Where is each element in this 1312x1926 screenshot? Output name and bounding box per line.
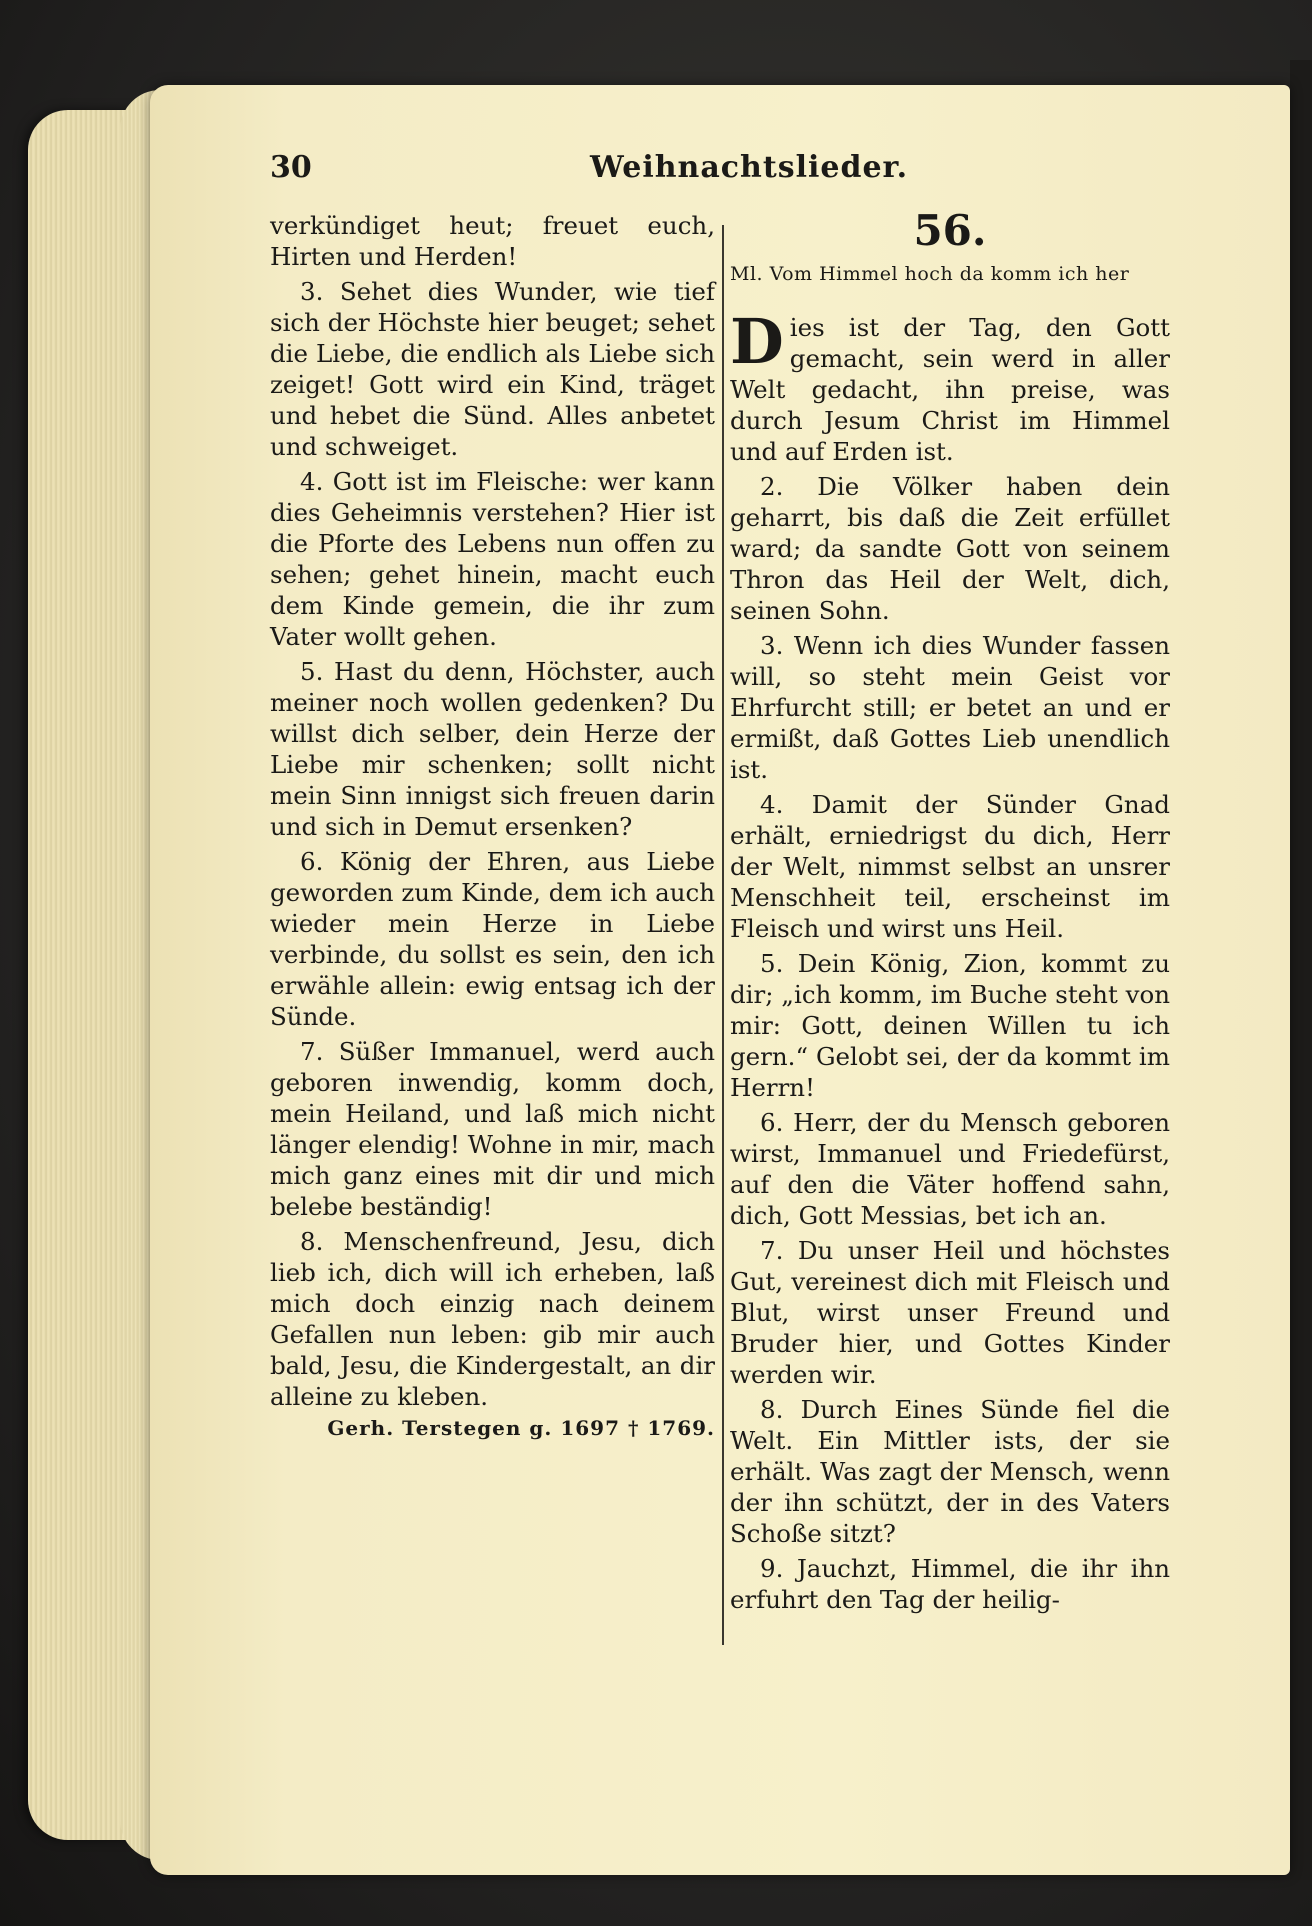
stanza-2: 2. Die Völker haben dein geharrt, bis daß die Zeit erfüllet ward; da sandte Gott von seinem Thron das Heil der Welt, dich, seinen Sohn.: [730, 471, 1170, 625]
stanza-3: 3. Wenn ich dies Wunder fassen will, so steht mein Geist vor Ehrfurcht still; er betet an und er ermißt, daß Gottes Lieb unendlich ist.: [730, 630, 1170, 784]
drop-cap: D: [730, 304, 784, 378]
page-header: [270, 150, 909, 200]
stanza-7: 7. Süßer Immanuel, werd auch geboren inwendig, komm doch, mein Heiland, und laß mich nicht länger elendig! Wohne in mir, mach mich ganz eines mit dir und mich belebe beständig!: [270, 1037, 715, 1221]
stanza-4: 4. Gott ist im Fleische: wer kann dies Geheimnis verstehen? Hier ist die Pforte des Lebens nun offen zu sehen; gehet hinein, macht euch dem Kinde gemein, die ihr zum Vater wollt gehen.: [270, 467, 715, 651]
stanza-4: 4. Damit der Sünder Gnad erhält, erniedrigst du dich, Herr der Welt, nimmst selbst an unsrer Menschheit teil, erscheinst im Fleisch und wirst uns Heil.: [730, 789, 1170, 943]
author-attribution: Gerh. Terstegen g. 1697 † 1769.: [327, 1416, 715, 1440]
stanza-6: 6. König der Ehren, aus Liebe geworden zum Kinde, dem ich auch wieder mein Herze in Liebe verbinde, du sollst es sein, den ich erwähle allein: ewig entsag ich der Sünde.: [270, 847, 715, 1031]
stanza-continuation: verkündiget heut; freuet euch, Hirten und Herden!: [270, 211, 715, 271]
stanza-1: [730, 304, 1170, 467]
stanza-9: 9. Jauchzt, Himmel, die ihr ihn erfuhrt den Tag der heilig-: [730, 1553, 1170, 1614]
stanza-3: 3. Sehet dies Wunder, wie tief sich der Höchste hier beuget; sehet die Liebe, die endlich als Liebe sich zeiget! Gott wird ein Kind, träget und hebet die Sünd. Alles anbetet und schweiget.: [270, 277, 715, 461]
hymn-number: 56.: [913, 206, 987, 255]
left-column: [270, 210, 715, 1440]
running-title: Weihnachtslieder.: [590, 150, 909, 185]
stanza-8: 8. Durch Eines Sünde fiel die Welt. Ein Mittler ists, der sie erhält. Was zagt der Mensch, wenn der ihn schützt, der in des Vaters Schoße sitzt?: [730, 1394, 1170, 1548]
stanza-1-text: ies ist der Tag, den Gott gemacht, sein werd in aller Welt gedacht, ihn preise, was durch Jesum Christ im Himmel und auf Erden ist.: [730, 312, 1170, 466]
stanza-8: 8. Menschenfreund, Jesu, dich lieb ich, dich will ich erheben, laß mich doch einzig nach deinem Gefallen nun leben: gib mir auch bald, Jesu, die Kindergestalt, an dir alleine zu kleben.: [270, 1227, 715, 1411]
stanza-5: 5. Hast du denn, Höchster, auch meiner noch wollen gedenken? Du willst dich selber, dein Herze der Liebe mir schenken; sollt nicht mein Sinn innigst sich freuen darin und sich in Demut ersenken?: [270, 657, 715, 841]
stanza-5: 5. Dein König, Zion, kommt zu dir; „ich komm, im Buche steht von mir: Gott, deinen Willen tu ich gern.“ Gelobt sei, der da kommt im Herrn!: [730, 948, 1170, 1102]
melody-reference: Ml. Vom Himmel hoch da komm ich her: [730, 263, 1130, 285]
stanza-7: 7. Du unser Heil und höchstes Gut, vereinest dich mit Fleisch und Blut, wirst unser Freund und Bruder hier, und Gottes Kinder werden wir.: [730, 1235, 1170, 1389]
right-column: [730, 206, 1170, 1619]
stanza-6: 6. Herr, der du Mensch geboren wirst, Immanuel und Friedefürst, auf den die Väter hoffend sahn, dich, Gott Messias, bet ich an.: [730, 1107, 1170, 1230]
page-number: 30: [270, 150, 312, 185]
book-spine-edge: [1290, 60, 1312, 1880]
column-divider: [722, 225, 724, 1645]
